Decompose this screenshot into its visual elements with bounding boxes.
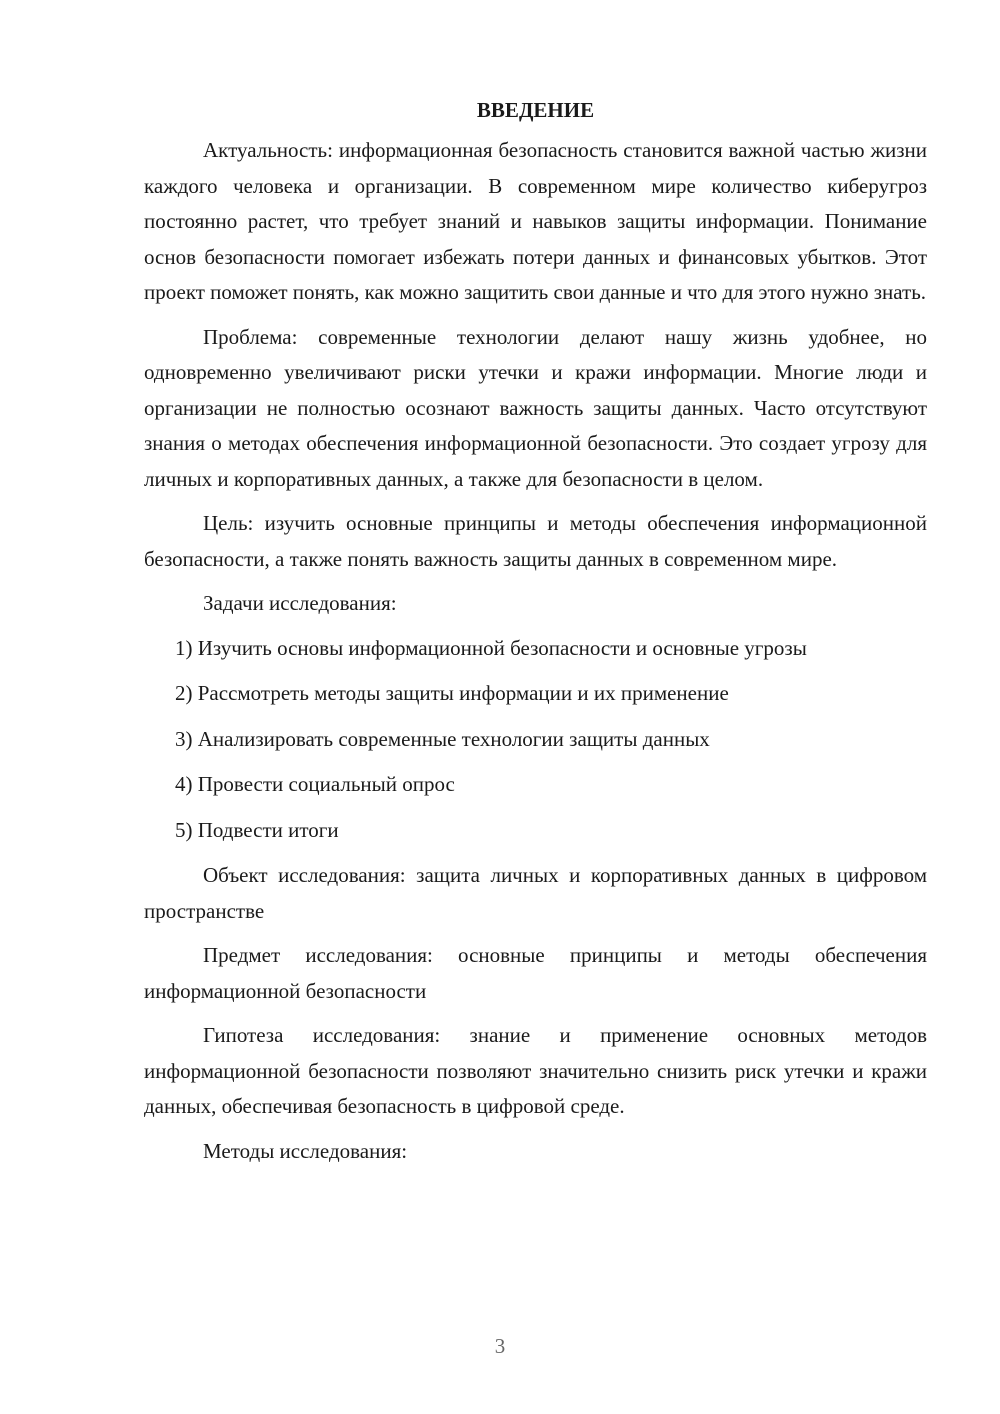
list-item: 5) Подвести итоги <box>175 817 339 842</box>
list-item: 1) Изучить основы информационной безопасности и основные угрозы <box>175 635 807 660</box>
page-title: ВВЕДЕНИЕ <box>476 98 595 122</box>
paragraph-subject: Предмет исследования: основные принципы и методы обеспечения информационной безопасности <box>144 943 927 1003</box>
list-item: 3) Анализировать современные технологии защиты данных <box>175 726 710 751</box>
methods-heading: Методы исследования: <box>203 1138 408 1163</box>
paragraph-relevance: Актуальность: информационная безопасность становится важной частью жизни каждого человека и организации. В современном мире количество киберугроз постоянно растет, что требует знаний и навыков защиты информации. Понимание основ безопасности помогает избежать потери данных и финансовых убытков. Этот проект поможет понять, как можно защитить свои данные и что для этого нужно знать. <box>144 138 927 304</box>
list-item: 4) Провести социальный опрос <box>175 772 455 796</box>
tasks-list <box>144 631 927 849</box>
paragraph-object: Объект исследования: защита личных и корпоративных данных в цифровом пространстве <box>144 863 927 923</box>
list-item: 2) Рассмотреть методы защиты информации и их применение <box>175 681 729 705</box>
page-number: 3 <box>494 1334 506 1358</box>
paragraph-goal: Цель: изучить основные принципы и методы обеспечения информационной безопасности, а также понять важность защиты данных в современном мире. <box>144 511 927 571</box>
page-content <box>144 96 927 1178</box>
paragraph-problem: Проблема: современные технологии делают нашу жизнь удобнее, но одновременно увеличивают риски утечки и кражи информации. Многие люди и организации не полностью осознают важность защиты данных. Часто отсутствуют знания о методах обеспечения информационной безопасности. Это создает угрозу для личных и корпоративных данных, а также для безопасности в целом. <box>144 324 927 491</box>
tasks-heading: Задачи исследования: <box>203 591 397 615</box>
paragraph-hypothesis: Гипотеза исследования: знание и применение основных методов информационной безопасности позволяют значительно снизить риск утечки и кражи данных, обеспечивая безопасность в цифровой среде. <box>144 1023 927 1118</box>
